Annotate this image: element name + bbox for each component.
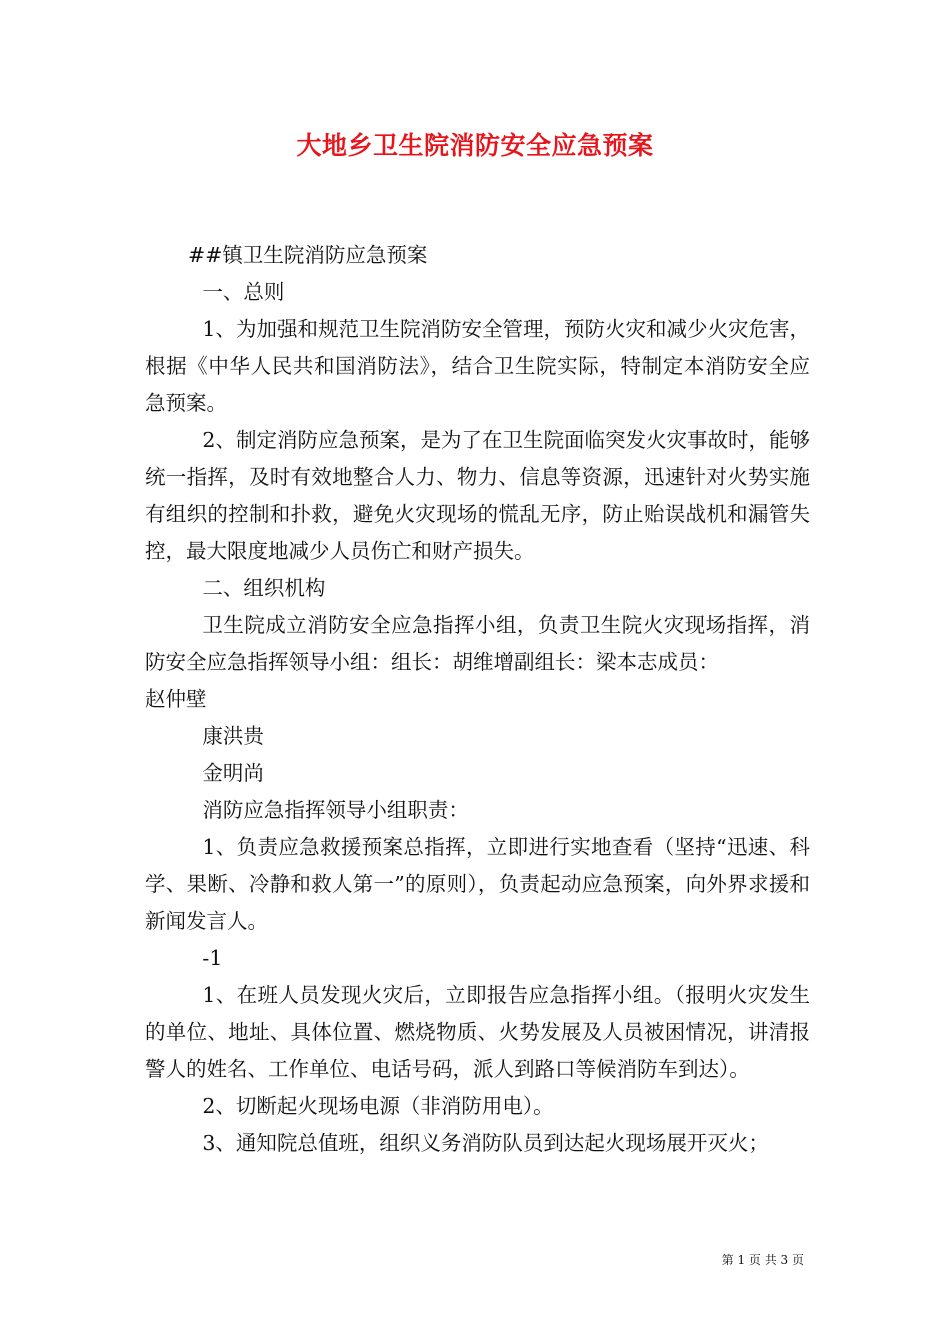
paragraph: 2、制定消防应急预案，是为了在卫生院面临突发火灾事故时，能够统一指挥，及时有效地整合人力、物力、信息等资源，迅速针对火势实施有组织的控制和扑救，避免火灾现场的慌乱无序，防止贻误战机和漏管失控，最大限度地减少人员伤亡和财产损失。 — [145, 428, 810, 563]
paragraph-subtitle: ##镇卫生院消防应急预案 — [188, 243, 428, 267]
section-heading-general: 一、总则 — [202, 280, 285, 304]
paragraph: 卫生院成立消防安全应急指挥小组，负责卫生院火灾现场指挥，消防安全应急指挥领导小组：组长：胡维增副组长：梁本志成员： — [145, 613, 810, 674]
document-body — [145, 237, 810, 1162]
paragraph: 2、切断起火现场电源（非消防用电）。 — [202, 1094, 554, 1118]
paragraph: 1、为加强和规范卫生院消防安全管理，预防火灾和减少火灾危害，根据《中华人民共和国消防法》，结合卫生院实际，特制定本消防安全应急预案。 — [145, 317, 810, 415]
paragraph: 1、负责应急救援预案总指挥，立即进行实地查看（坚持“迅速、科学、果断、冷静和救人第一”的原则），负责起动应急预案，向外界求援和新闻发言人。 — [145, 835, 810, 933]
member-name: 康洪贵 — [202, 724, 264, 748]
paragraph: 3、通知院总值班，组织义务消防队员到达起火现场展开灭火； — [202, 1131, 769, 1155]
section-heading-organization: 二、组织机构 — [202, 576, 326, 600]
member-name: 赵仲壁 — [145, 687, 207, 711]
paragraph: 消防应急指挥领导小组职责： — [202, 798, 469, 822]
member-name: 金明尚 — [202, 761, 264, 785]
paragraph: 1、在班人员发现火灾后，立即报告应急指挥小组。（报明火灾发生的单位、地址、具体位置、燃烧物质、火势发展及人员被困情况，讲清报警人的姓名、工作单位、电话号码，派人到路口等候消防车到达）。 — [145, 983, 810, 1081]
page-indicator: 第 1 页 共 3 页 — [721, 1253, 804, 1267]
paragraph-number-marker: -1 — [202, 946, 223, 970]
document-title: 大地乡卫生院消防安全应急预案 — [296, 131, 654, 160]
